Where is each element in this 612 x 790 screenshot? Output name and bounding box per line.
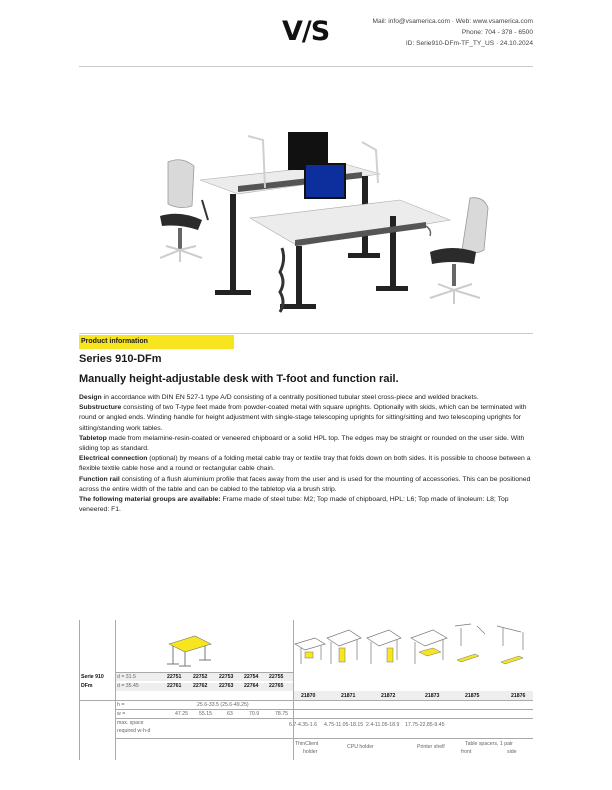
electrical-paragraph: Electrical connection (optional) by means of a folding metal cable tray or textile tray that folds down on both sides. It is possible to choose between a flexible textile cable hose and a round or rectangular cable chain. (79, 455, 531, 473)
h-label: h = (117, 702, 125, 708)
acc-code-21875: 21875 (465, 693, 480, 699)
document-id: ID: Serie910-DFm-TF_TY_US · 24.10.2024 (405, 40, 533, 47)
function-rail-paragraph: Function rail consisting of a flush aluminium profile that faces away from the user and is used for the mounting of accessories. This can be positioned across the entire width of the table and can be cabled to the tabletop via a brush strip. (79, 475, 531, 493)
thinclient-label: ThinClient (295, 741, 319, 747)
contact-block (373, 16, 533, 49)
thinclient-holder-icon (293, 636, 327, 666)
table-spacers-label: Table spacers, 1 pair (465, 741, 513, 747)
w-value-4: 70.9 (249, 711, 260, 717)
code-22761: 22761 (167, 683, 182, 689)
code-22762: 22762 (193, 683, 208, 689)
vs-logo: V/S (282, 16, 330, 47)
w-value-5: 78.75 (275, 711, 288, 717)
product-description (79, 393, 533, 515)
spacer-side-label: side (507, 749, 517, 755)
contact-phone: Phone: 704 - 378 - 6500 (461, 29, 533, 36)
h-value: 25.6-33.5 (25.6-49.25) (197, 702, 249, 708)
table-spacer-side-icon (493, 622, 533, 670)
spec-table (79, 620, 533, 760)
header-divider (79, 66, 533, 67)
acc-code-21872: 21872 (381, 693, 396, 699)
acc-code-21870: 21870 (301, 693, 316, 699)
product-title: Series 910-DFm (79, 353, 162, 365)
materials-paragraph: The following material groups are available: Frame made of steel tube: M2; Top made of chipboard, HPL: L6; Top made of linoleum: L8; Top veneered: F1. (79, 496, 509, 514)
space-thinclient: 6.7-4.35-1.6 (289, 722, 317, 728)
space-label-2: required w-h-d (117, 728, 151, 734)
tabletop-paragraph: Tabletop made from melamine-resin-coated or veneered chipboard or a solid HPL top. The edges may be straight or rounded on the user side. With sliding top as standard. (79, 434, 525, 453)
spacer-front-label: front (461, 749, 472, 755)
desk-diagram-icon (165, 630, 215, 668)
w-value-1: 47.25 (175, 711, 188, 717)
series-label: Serie 910 (81, 674, 104, 680)
code-22765: 22765 (269, 683, 284, 689)
space-cpu-1: 4.75-11.05-18.15 (324, 722, 364, 728)
office-chair-left (160, 160, 208, 262)
substructure-paragraph: Substructure consisting of two T-type feet made from powder-coated metal with square uprights. Optionally with skids, which can be terminated with round or angled ends. Winding handle for height adjustment with single-stage telescoping uprights for sitting/sitting and two telescoping uprights for sitting/standing work tables. (79, 404, 527, 432)
series-sublabel: DFm (81, 683, 93, 689)
w-label: w = (117, 711, 126, 717)
office-chair-right (430, 198, 488, 304)
acc-code-21876: 21876 (511, 693, 526, 699)
section-divider (79, 333, 533, 334)
design-paragraph: Design in accordance with DIN EN 527-1 type A/D consisting of a centrally positioned tubular steel cross-piece and welded brackets. (79, 394, 479, 401)
w-value-3: 63 (227, 711, 233, 717)
row-d2-label: d = 35.45 (117, 683, 139, 689)
code-22753: 22753 (219, 674, 234, 680)
code-22755: 22755 (269, 674, 284, 680)
code-22752: 22752 (193, 674, 208, 680)
product-info-banner: Product information (79, 335, 234, 349)
product-photo (130, 128, 510, 328)
printer-shelf-label: Printer shelf (417, 744, 445, 750)
table-spacer-front-icon (451, 622, 491, 670)
space-cpu-2: 2.4-11.05-18.9 (366, 722, 400, 728)
code-22751: 22751 (167, 674, 182, 680)
cpu-holder-icon-2 (365, 628, 403, 668)
contact-mail-web: Mail: info@vsamerica.com · Web: www.vsamerica.com (372, 18, 533, 25)
cpu-holder-icon-1 (325, 628, 363, 668)
space-label-1: max. space (117, 720, 144, 726)
acc-code-21873: 21873 (425, 693, 440, 699)
monitor-front (305, 164, 345, 198)
code-22763: 22763 (219, 683, 234, 689)
row-d1-label: d = 31.5 (117, 674, 136, 680)
acc-code-21871: 21871 (341, 693, 356, 699)
space-printer: 17.75-22.85-9.45 (405, 722, 445, 728)
code-22754: 22754 (244, 674, 259, 680)
printer-shelf-icon (409, 628, 449, 668)
thinclient-label-2: holder (303, 749, 318, 755)
w-value-2: 55.15 (199, 711, 212, 717)
code-22764: 22764 (244, 683, 259, 689)
product-subtitle: Manually height-adjustable desk with T-foot and function rail. (79, 373, 399, 385)
cpu-holder-label: CPU holder (347, 744, 374, 750)
